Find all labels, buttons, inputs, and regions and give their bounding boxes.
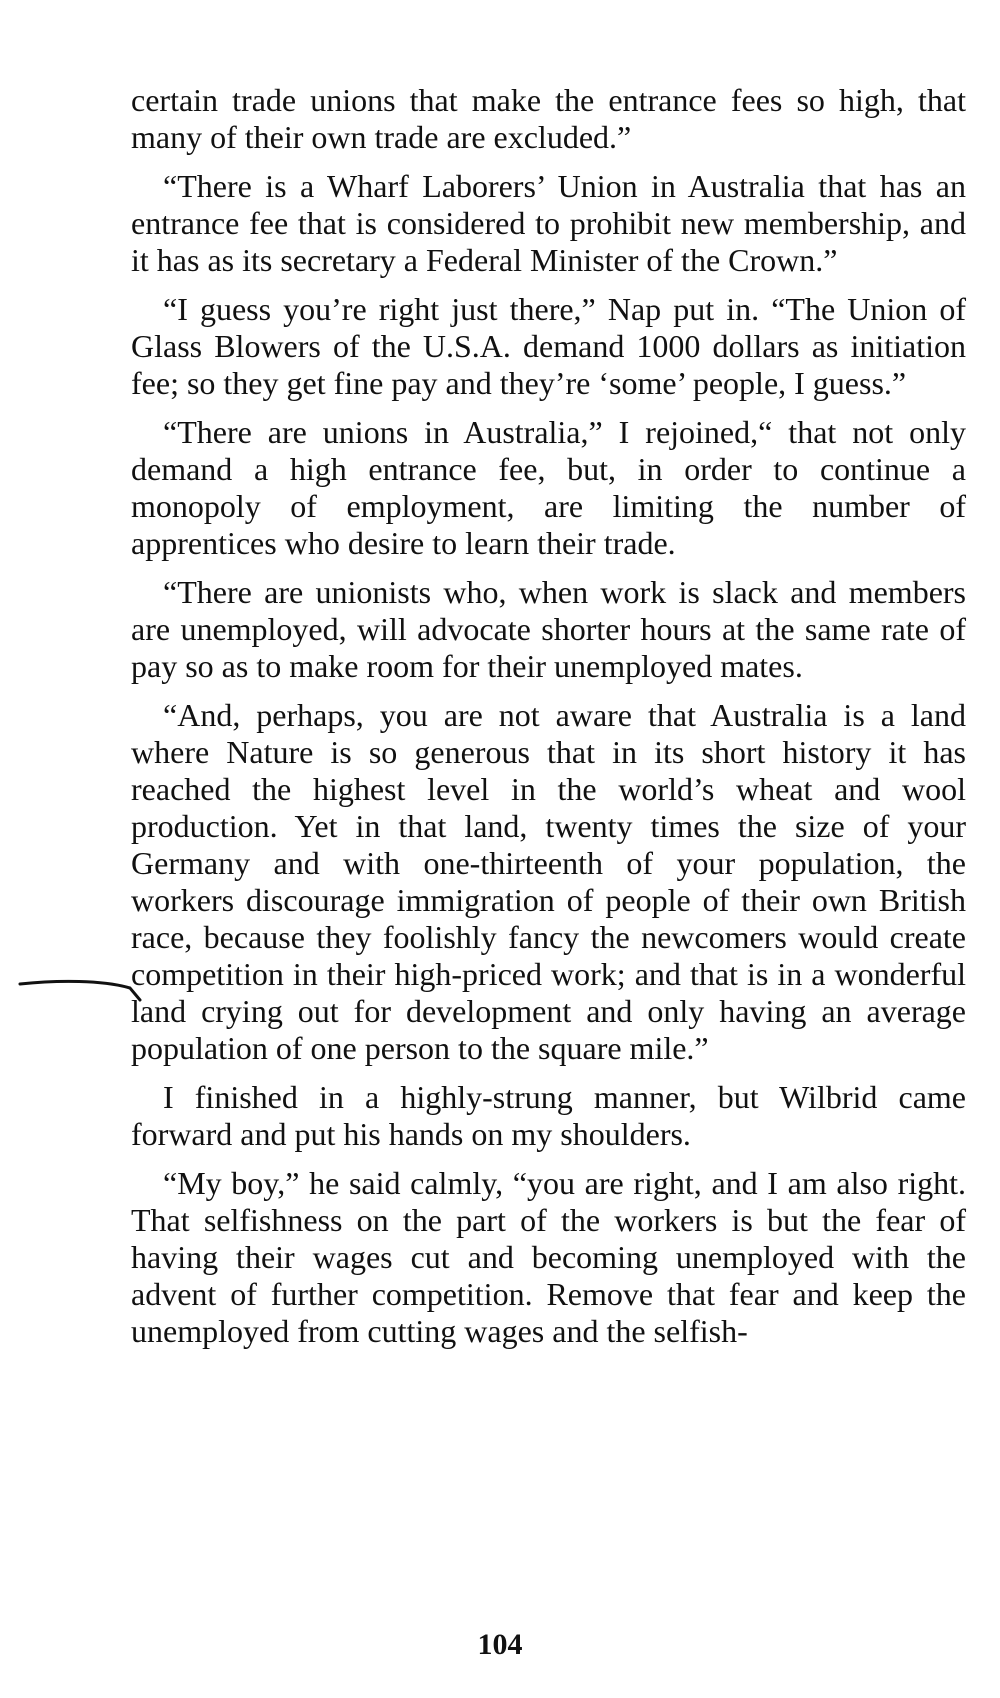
paragraph-4: “There are unions in Australia,” I rejoined,“ that not only demand a high entrance fee, but, in order to continue a monopoly of employment, are limiting the number of apprentices who desire to learn their trade. (131, 414, 966, 561)
paragraph-3: “I guess you’re right just there,” Nap put in. “The Union of Glass Blowers of the U.S.A. demand 1000 dollars as initiation fee; so they get fine pay and they’re ‘some’ people, I guess.” (131, 291, 966, 401)
paragraph-1: certain trade unions that make the entrance fees so high, that many of their own trade are excluded.” (131, 82, 966, 155)
paragraph-2: “There is a Wharf Laborers’ Union in Australia that has an entrance fee that is considered to prohibit new membership, and it has as its secretary a Federal Minister of the Crown.” (131, 168, 966, 278)
paragraph-6: “And, perhaps, you are not aware that Australia is a land where Nature is so generous that in its short history it has reached the highest level in the world’s wheat and wool production. Yet in that land, twenty times the size of your Germany and with one-thirteenth of your population, the workers discourage immigration of people of their own British race, because they foolishly fancy the newcomers would create competition in their high-priced work; and that is in a wonderful land crying out for development and only having an average population of one person to the square mile.” (131, 697, 966, 1066)
margin-pencil-mark (18, 978, 143, 1018)
paragraph-8: “My boy,” he said calmly, “you are right, and I am also right. That selfishness on the part of the workers is but the fear of having their wages cut and becoming unemployed with the advent of further competition. Remove that fear and keep the unemployed from cutting wages and the selfish- (131, 1165, 966, 1349)
page-number: 104 (477, 1628, 523, 1661)
paragraph-5: “There are unionists who, when work is slack and members are unemployed, will advocate shorter hours at the same rate of pay so as to make room for their unemployed mates. (131, 574, 966, 684)
paragraph-7: I finished in a highly-strung manner, but Wilbrid came forward and put his hands on my shoulders. (131, 1079, 966, 1152)
body-text (131, 82, 966, 1362)
